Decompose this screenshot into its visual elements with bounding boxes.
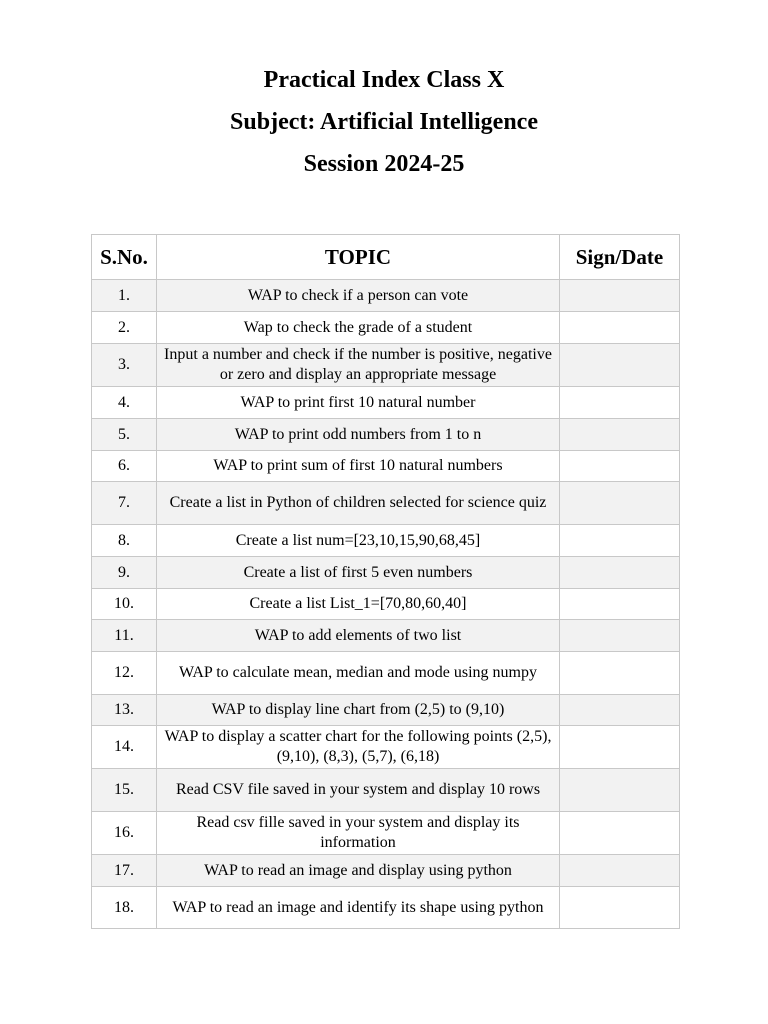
row-serial-number: 6.	[92, 451, 157, 482]
row-sign-date-cell[interactable]	[560, 769, 680, 812]
row-topic: Create a list num=[23,10,15,90,68,45]	[157, 525, 560, 557]
column-header-sno: S.No.	[92, 235, 157, 280]
session-line: Session 2024-25	[303, 151, 465, 177]
document-title: Practical Index Class X	[263, 67, 505, 93]
row-topic: Create a list in Python of children selected for science quiz	[157, 482, 560, 525]
row-sign-date-cell[interactable]	[560, 525, 680, 557]
row-serial-number: 1.	[92, 280, 157, 312]
row-serial-number: 17.	[92, 855, 157, 887]
table-row	[92, 280, 680, 312]
column-header-topic: TOPIC	[157, 235, 560, 280]
row-topic: Create a list of first 5 even numbers	[157, 557, 560, 589]
table-row	[92, 589, 680, 620]
row-sign-date-cell[interactable]	[560, 812, 680, 855]
row-serial-number: 2.	[92, 312, 157, 344]
row-sign-date-cell[interactable]	[560, 387, 680, 419]
row-topic: WAP to read an image and identify its shape using python	[157, 887, 560, 929]
row-sign-date-cell[interactable]	[560, 695, 680, 726]
row-serial-number: 13.	[92, 695, 157, 726]
row-topic: WAP to display line chart from (2,5) to (9,10)	[157, 695, 560, 726]
row-sign-date-cell[interactable]	[560, 557, 680, 589]
table-header-row	[92, 235, 680, 280]
table-row	[92, 812, 680, 855]
row-serial-number: 11.	[92, 620, 157, 652]
row-sign-date-cell[interactable]	[560, 280, 680, 312]
row-serial-number: 18.	[92, 887, 157, 929]
table-row	[92, 620, 680, 652]
practical-index-table	[91, 234, 680, 929]
row-sign-date-cell[interactable]	[560, 589, 680, 620]
row-topic: WAP to print sum of first 10 natural numbers	[157, 451, 560, 482]
row-topic: Read CSV file saved in your system and display 10 rows	[157, 769, 560, 812]
table-row	[92, 344, 680, 387]
subject-line: Subject: Artificial Intelligence	[230, 109, 538, 135]
row-serial-number: 10.	[92, 589, 157, 620]
table-row	[92, 652, 680, 695]
row-serial-number: 16.	[92, 812, 157, 855]
row-topic: Read csv fille saved in your system and display its information	[157, 812, 560, 855]
row-topic: Wap to check the grade of a student	[157, 312, 560, 344]
table-row	[92, 695, 680, 726]
table-row	[92, 726, 680, 769]
row-topic: WAP to display a scatter chart for the following points (2,5), (9,10), (8,3), (5,7), (6,18)	[157, 726, 560, 769]
row-serial-number: 4.	[92, 387, 157, 419]
row-serial-number: 12.	[92, 652, 157, 695]
row-serial-number: 5.	[92, 419, 157, 451]
row-sign-date-cell[interactable]	[560, 451, 680, 482]
row-topic: Input a number and check if the number is positive, negative or zero and display an appropriate message	[157, 344, 560, 387]
row-sign-date-cell[interactable]	[560, 620, 680, 652]
row-topic: WAP to check if a person can vote	[157, 280, 560, 312]
table-row	[92, 482, 680, 525]
row-serial-number: 7.	[92, 482, 157, 525]
table-row	[92, 525, 680, 557]
row-serial-number: 15.	[92, 769, 157, 812]
row-sign-date-cell[interactable]	[560, 312, 680, 344]
row-topic: Create a list List_1=[70,80,60,40]	[157, 589, 560, 620]
row-serial-number: 3.	[92, 344, 157, 387]
row-sign-date-cell[interactable]	[560, 652, 680, 695]
row-sign-date-cell[interactable]	[560, 344, 680, 387]
row-topic: WAP to calculate mean, median and mode using numpy	[157, 652, 560, 695]
table-body	[92, 280, 680, 929]
table-row	[92, 451, 680, 482]
row-serial-number: 9.	[92, 557, 157, 589]
table-row	[92, 557, 680, 589]
row-serial-number: 14.	[92, 726, 157, 769]
row-topic: WAP to add elements of two list	[157, 620, 560, 652]
row-serial-number: 8.	[92, 525, 157, 557]
table-row	[92, 769, 680, 812]
row-sign-date-cell[interactable]	[560, 855, 680, 887]
row-sign-date-cell[interactable]	[560, 419, 680, 451]
table-row	[92, 887, 680, 929]
table-row	[92, 387, 680, 419]
row-topic: WAP to read an image and display using python	[157, 855, 560, 887]
table-row	[92, 312, 680, 344]
table-row	[92, 419, 680, 451]
row-sign-date-cell[interactable]	[560, 482, 680, 525]
row-sign-date-cell[interactable]	[560, 726, 680, 769]
row-topic: WAP to print odd numbers from 1 to n	[157, 419, 560, 451]
column-header-sign-date: Sign/Date	[560, 235, 680, 280]
table-row	[92, 855, 680, 887]
row-topic: WAP to print first 10 natural number	[157, 387, 560, 419]
row-sign-date-cell[interactable]	[560, 887, 680, 929]
